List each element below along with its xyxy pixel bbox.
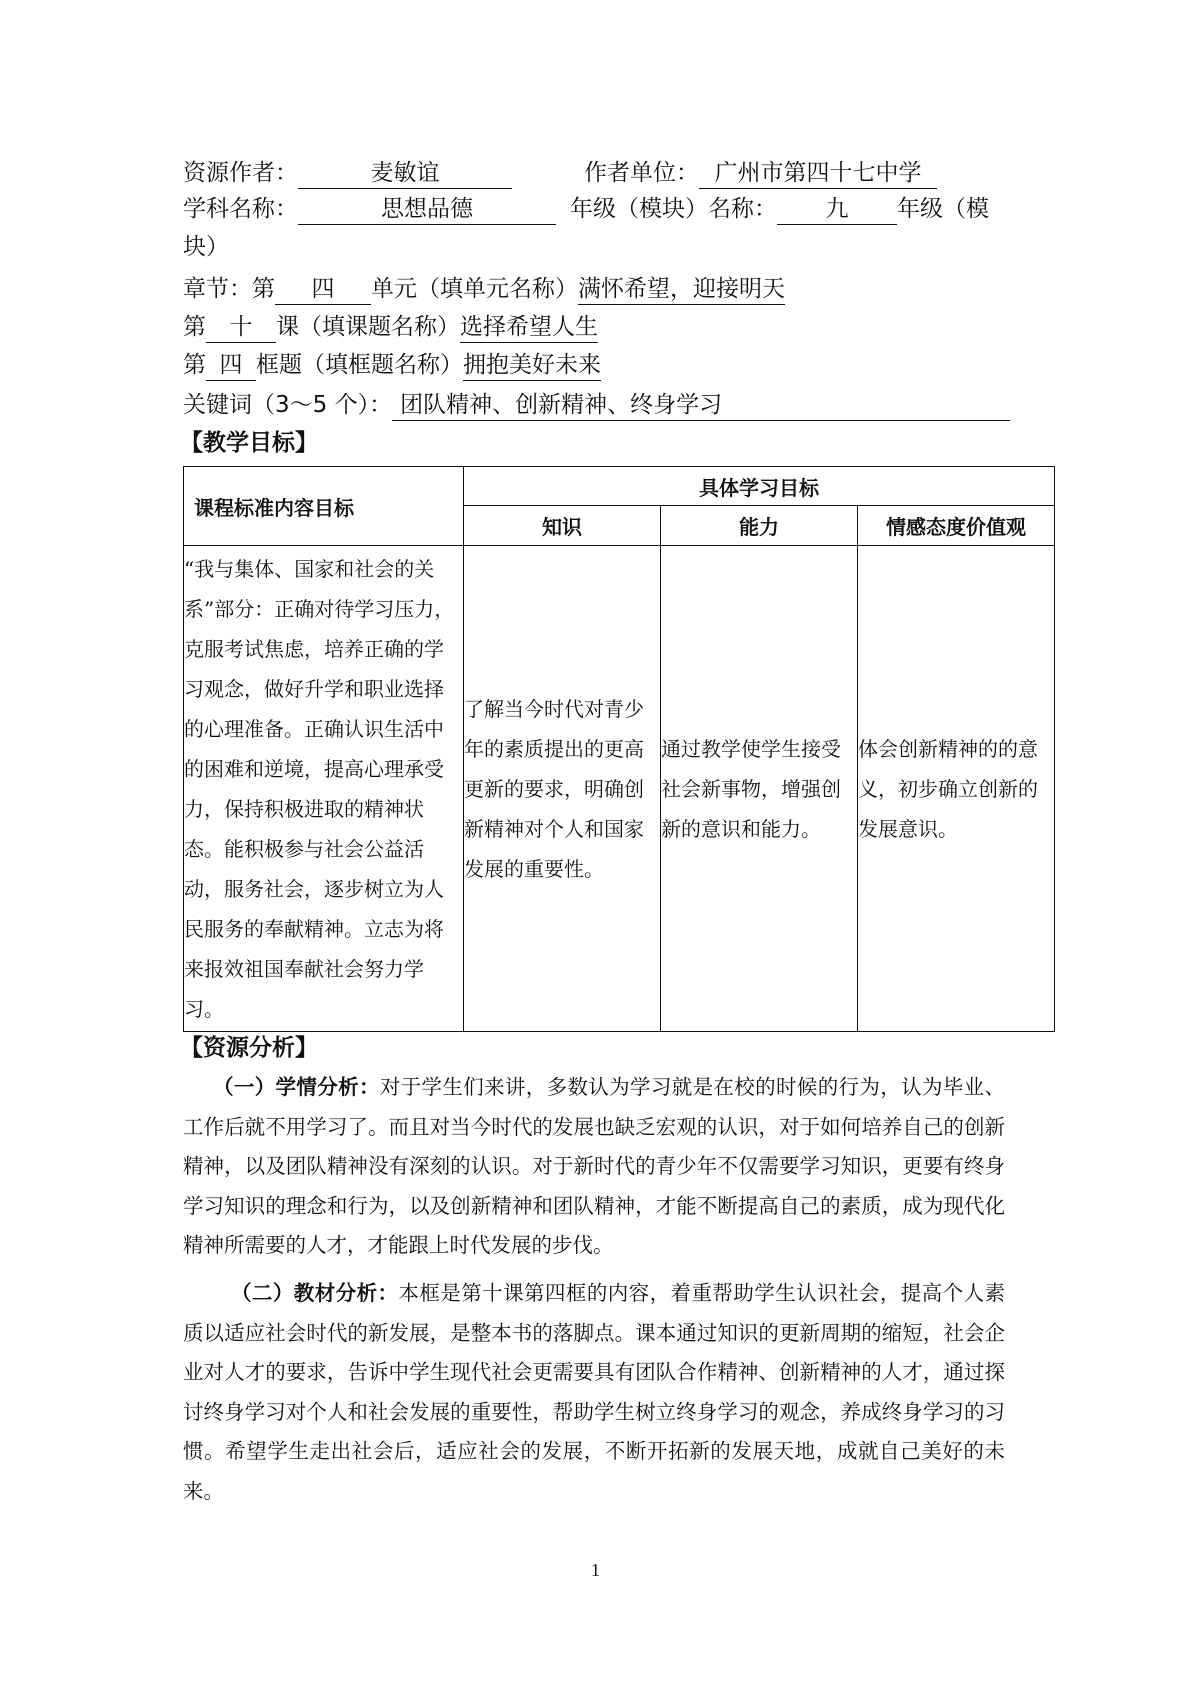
unit-value: 广州市第四十七中学	[699, 158, 937, 189]
chapter-num: 四	[275, 274, 371, 305]
frame-prefix: 第	[183, 352, 206, 378]
goals-section-title: 【教学目标】	[180, 430, 318, 456]
grade-suffix2: 块）	[183, 234, 229, 260]
grade-value: 九	[777, 194, 897, 225]
author-label: 资源作者：	[183, 160, 298, 186]
frame-line	[183, 348, 601, 382]
subject-label: 学科名称：	[183, 196, 298, 222]
grade-suffix: 年级（模	[897, 196, 989, 222]
grade-suffix-line	[183, 230, 229, 264]
teaching-goals-table	[183, 466, 1055, 1032]
chapter-line	[183, 272, 785, 306]
grade-label: 年级（模块）名称：	[570, 196, 777, 222]
lesson-name: 选择希望人生	[460, 312, 598, 343]
chapter-name: 满怀希望，迎接明天	[578, 274, 785, 305]
keywords-label: 关键词（3～5 个）：	[183, 392, 393, 418]
learner-analysis-text: 对于学生们来讲，多数认为学习就是在校的时候的行为，认为毕业、工作后就不用学习了。而且对当今时代的发展也缺乏宏观的认识，对于如何培养自己的创新精神，以及团队精神没有深刻的认识。对于新时代的青少年不仅需要学习知识，更要有终身学习知识的理念和行为，以及创新精神和团队精神，才能不断提高自己的素质，成为现代化精神所需要的人才，才能跟上时代发展的步伐。	[183, 1075, 1005, 1257]
header-specific: 具体学习目标	[464, 467, 1055, 506]
unit-label: 作者单位：	[584, 160, 699, 186]
knowledge-cell: 了解当今时代对青少年的素质提出的更高更新的要求，明确创新精神对个人和国家发展的重要性。	[464, 546, 661, 1032]
lesson-prefix: 第	[183, 314, 206, 340]
author-line	[183, 156, 937, 190]
header-ability: 能力	[661, 506, 858, 546]
textbook-analysis-paragraph	[183, 1274, 1005, 1511]
learner-analysis-label: （一）学情分析：	[213, 1075, 380, 1099]
subject-line	[183, 192, 989, 226]
lesson-mid: 课（填课题名称）	[276, 314, 460, 340]
keywords-value: 团队精神、创新精神、终身学习	[392, 390, 1010, 421]
frame-num: 四	[206, 350, 256, 381]
textbook-analysis-label: （二）教材分析：	[231, 1281, 399, 1305]
header-standard: 课程标准内容目标	[184, 467, 464, 546]
standard-cell: “我与集体、国家和社会的关系”部分：正确对待学习压力，克服考试焦虑，培养正确的学习观念，做好升学和职业选择的心理准备。正确认识生活中的困难和逆境，提高心理承受力，保持积极进取的精神状态。能积极参与社会公益活动，服务社会，逐步树立为人民服务的奉献精神。立志为将来报效祖国奉献社会努力学习。	[184, 546, 464, 1032]
keywords-line	[183, 388, 1010, 422]
textbook-analysis-text: 本框是第十课第四框的内容，着重帮助学生认识社会，提高个人素质以适应社会时代的新发展，是整本书的落脚点。课本通过知识的更新周期的缩短，社会企业对人才的要求，告诉中学生现代社会更需要具有团队合作精神、创新精神的人才，通过探讨终身学习对个人和社会发展的重要性，帮助学生树立终身学习的观念，养成终身学习的习惯。希望学生走出社会后，适应社会的发展，不断开拓新的发展天地，成就自己美好的未来。	[183, 1281, 1006, 1503]
lesson-line	[183, 310, 598, 344]
frame-name: 拥抱美好未来	[463, 350, 601, 381]
attitude-cell: 体会创新精神的的意义，初步确立创新的发展意识。	[858, 546, 1055, 1032]
analysis-section-title: 【资源分析】	[180, 1035, 318, 1061]
chapter-mid: 单元（填单元名称）	[371, 276, 578, 302]
chapter-prefix: 章节：第	[183, 276, 275, 302]
header-attitude: 情感态度价值观	[858, 506, 1055, 546]
page-number: 1	[591, 1560, 600, 1580]
author-value: 麦敏谊	[298, 158, 512, 189]
frame-mid: 框题（填框题名称）	[256, 352, 463, 378]
header-knowledge: 知识	[464, 506, 661, 546]
ability-cell: 通过教学使学生接受社会新事物，增强创新的意识和能力。	[661, 546, 858, 1032]
lesson-num: 十	[206, 312, 276, 343]
learner-analysis-paragraph	[183, 1068, 1005, 1266]
subject-value: 思想品德	[298, 194, 556, 225]
